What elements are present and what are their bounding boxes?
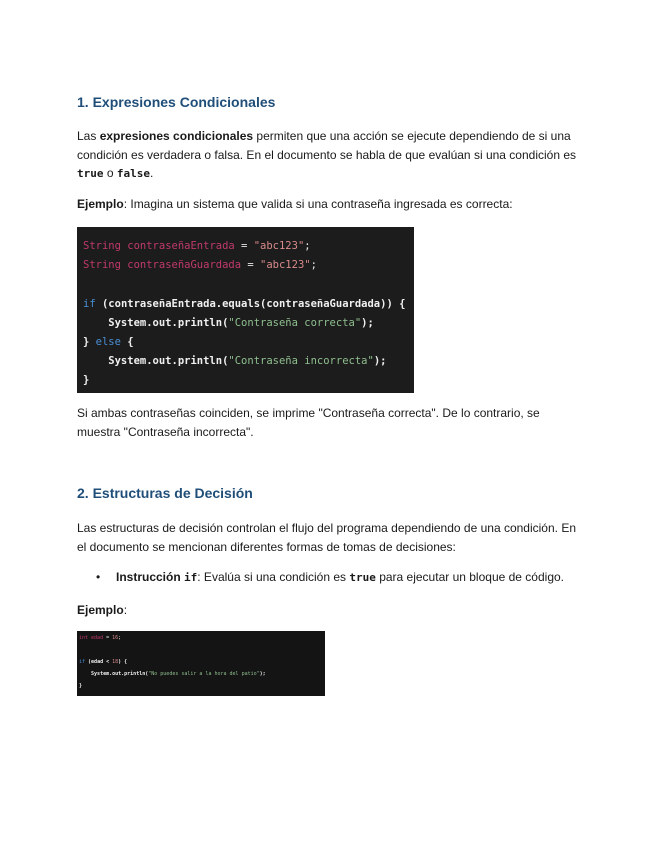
code-line bbox=[79, 671, 266, 677]
text-run: permiten que una acción se ejecute dependiendo de si una condición es verdadera o falsa. En el documento se habla de que evalúan si una condición es bbox=[77, 129, 577, 162]
code-line bbox=[79, 635, 121, 641]
inline-code-false: false bbox=[116, 167, 150, 180]
code-line: } bbox=[79, 683, 83, 689]
text-run: Las bbox=[77, 129, 100, 143]
code-token: int bbox=[79, 635, 89, 641]
section-2-example-line bbox=[77, 601, 577, 620]
code-token: "Contraseña incorrecta" bbox=[228, 355, 374, 367]
inline-code-if: if bbox=[184, 571, 198, 584]
code-token: ; bbox=[310, 259, 317, 271]
list-item bbox=[77, 568, 564, 587]
code-token: "abc123" bbox=[253, 240, 305, 252]
code-token: System.out.println( bbox=[79, 671, 149, 677]
code-token: String bbox=[83, 240, 121, 252]
code-token: ); bbox=[373, 355, 387, 367]
code-token: = bbox=[234, 240, 254, 252]
text-run: o bbox=[103, 166, 117, 180]
code-token: System.out.println( bbox=[83, 355, 229, 367]
section-2-heading: 2. Estructuras de Decisión bbox=[77, 485, 253, 501]
code-token: (contraseñaEntrada.equals(contraseñaGuardada)) { bbox=[95, 298, 406, 310]
example-label: Ejemplo bbox=[77, 197, 124, 211]
code-line bbox=[79, 659, 127, 665]
section-1-heading: 1. Expresiones Condicionales bbox=[77, 94, 276, 110]
inline-code-true: true bbox=[349, 571, 376, 584]
code-token: ; bbox=[118, 635, 122, 641]
code-token: System.out.println( bbox=[83, 317, 229, 329]
section-2-paragraph: Las estructuras de decisión controlan el flujo del programa dependiendo de una condición. En el documento se mencionan diferentes formas de tomas de decisiones: bbox=[77, 521, 576, 554]
code-token: "Contraseña correcta" bbox=[228, 317, 362, 329]
section-1-paragraph bbox=[77, 127, 577, 184]
code-token: contraseñaEntrada bbox=[120, 240, 235, 252]
code-token: (edad < bbox=[85, 659, 113, 665]
code-token: = bbox=[241, 259, 261, 271]
code-line bbox=[83, 298, 405, 310]
code-token: 18 bbox=[112, 659, 119, 665]
text-run: : Evalúa si una condición es bbox=[197, 570, 350, 584]
code-token: ) { bbox=[118, 659, 128, 665]
code-token: else bbox=[95, 336, 121, 348]
inline-code-true: true bbox=[77, 167, 104, 180]
section-1-example-line bbox=[77, 195, 577, 214]
example-label: Ejemplo bbox=[77, 603, 124, 617]
decision-list bbox=[77, 568, 564, 587]
code-token: contraseñaGuardada bbox=[120, 259, 242, 271]
code-token: } bbox=[83, 336, 96, 348]
code-line bbox=[83, 355, 386, 367]
text-run: : bbox=[123, 603, 128, 617]
text-run: . bbox=[149, 166, 154, 180]
code-line: } bbox=[83, 374, 90, 386]
code-token: "No puedes salir a la hora del patio" bbox=[148, 671, 260, 677]
text-run: para ejecutar un bloque de código. bbox=[375, 570, 564, 584]
code-token: if bbox=[83, 298, 96, 310]
code-token: if bbox=[79, 659, 86, 665]
code-line bbox=[83, 259, 317, 271]
code-token: ); bbox=[259, 671, 266, 677]
code-block-age bbox=[77, 631, 325, 696]
code-token: = bbox=[103, 635, 113, 641]
code-token: ); bbox=[361, 317, 374, 329]
example-text: : Imagina un sistema que valida si una contraseña ingresada es correcta: bbox=[123, 197, 513, 211]
code-token: ; bbox=[304, 240, 311, 252]
code-line bbox=[83, 240, 311, 252]
code-token: 16 bbox=[112, 635, 119, 641]
code-line bbox=[83, 317, 374, 329]
bold-term: expresiones condicionales bbox=[99, 129, 254, 143]
code-token: { bbox=[120, 336, 134, 348]
code-token: edad bbox=[88, 635, 104, 641]
bold-term: Instrucción bbox=[116, 570, 185, 584]
code-block-password bbox=[77, 227, 414, 393]
code-line bbox=[83, 336, 134, 348]
code-token: "abc123" bbox=[260, 259, 311, 271]
bullet-glyph: • bbox=[96, 570, 101, 584]
code-token: String bbox=[83, 259, 121, 271]
section-1-after-text: Si ambas contraseñas coinciden, se imprime "Contraseña correcta". De lo contrario, se muestra "Contraseña incorrecta". bbox=[77, 406, 540, 439]
